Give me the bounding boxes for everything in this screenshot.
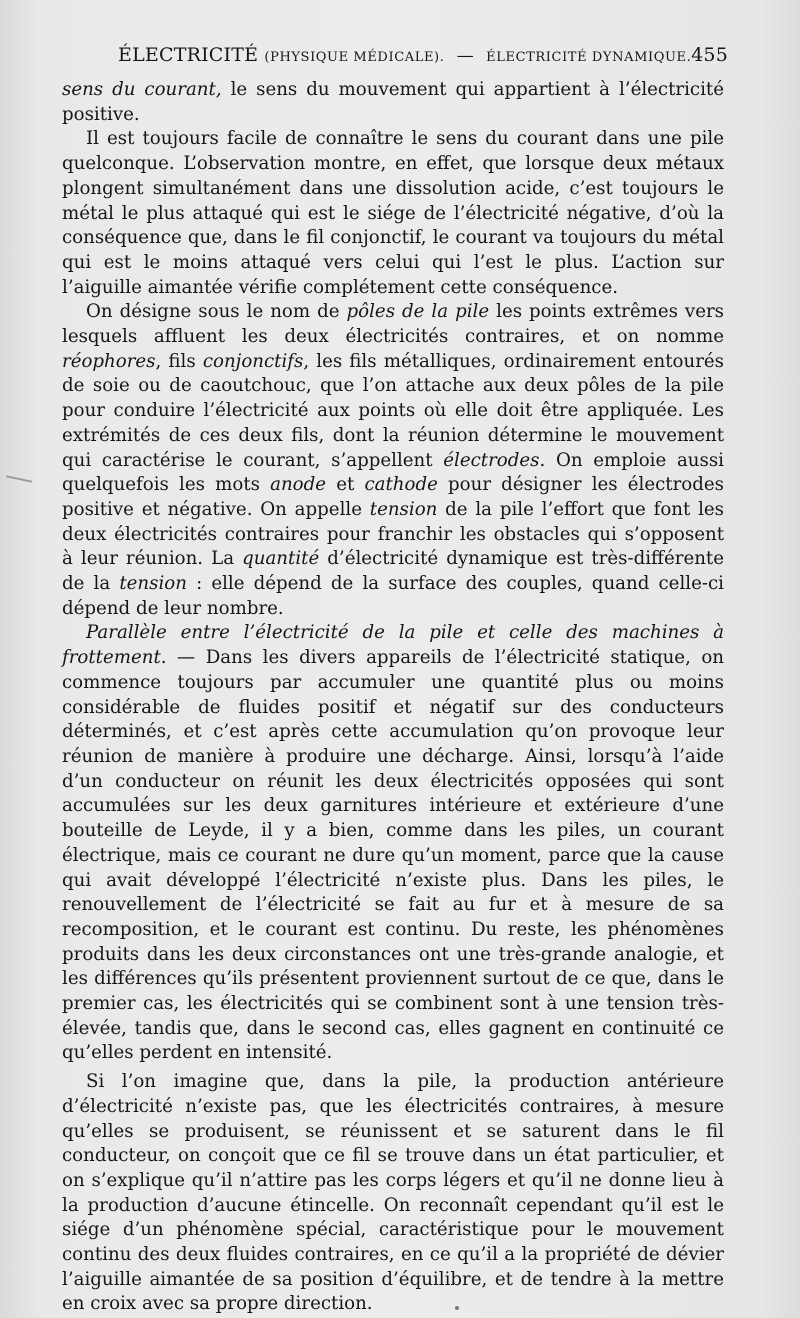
body-text (62, 78, 724, 1317)
page-number: 455 (691, 44, 728, 66)
italic-text-run: cathode (364, 474, 438, 496)
ink-dot (455, 1306, 459, 1310)
header-section: ÉLECTRICITÉ DYNAMIQUE. (486, 50, 692, 65)
italic-text-run: tension (119, 573, 187, 595)
italic-text-run: tension (369, 498, 438, 520)
paragraph (62, 127, 724, 300)
text-run: de la pile l’effort que font les deux électricités contraires pour franchir les obstacles qui s’opposent à leur réunion. La (62, 498, 724, 570)
text-run: Si l’on imagine que, dans la pile, la production antérieure d’électricité n’existe pas, que les électricités contraires, à mesure qu’elles se produisent, se réunissent et se saturent dans le fil conducteur, on conçoit que ce fil se trouve dans un état particulier, et on s’explique qu’il n’attire pas les corps légers et qu’il ne donne lieu à la production d’aucune étincelle. On reconnaît cependant qu’il est le siége d’un phénomène spécial, caractéristique pour le mouvement continu des deux fluides contraires, en ce qu’il a la propriété de dévier l’aiguille aimantée de sa position d’équilibre, et de tendre à la mettre en croix avec sa propre direction. (62, 1071, 724, 1315)
italic-text-run: réophores (62, 350, 156, 372)
text-run: Il est toujours facile de connaître le sens du courant dans une pile quelconque. L’observation montre, en effet, que lorsque deux métaux plongent simultanément dans une dissolution acide, c’est toujours le métal le plus attaqué qui est le siége de l’électricité négative, d’où la conséquence que, dans le fil conjonctif, le courant va toujours du métal qui est le moins attaqué vers celui qui l’est le plus. L’action sur l’aiguille aimantée vérifie complétement cette conséquence. (62, 128, 724, 298)
header-title: ÉLECTRICITÉ (118, 44, 259, 66)
text-run: . On emploie aussi quelquefois les mots (62, 449, 724, 496)
italic-text-run: électrodes (443, 449, 540, 471)
italic-text-run: quantité (242, 548, 320, 570)
running-header (118, 44, 728, 66)
text-run: d’électricité dynamique est très-différente de la (62, 548, 724, 595)
paragraph (62, 300, 724, 621)
text-run: : elle dépend de la surface des couples, quand celle-ci dépend de leur nombre. (62, 573, 724, 619)
italic-text-run: anode (270, 474, 327, 496)
paragraph (62, 621, 724, 1066)
italic-text-run: Parallèle entre l’électricité de la pile et celle des machines à frottement. (62, 622, 724, 669)
header-subtitle: (PHYSIQUE MÉDICALE). (264, 50, 445, 65)
italic-text-run: sens du courant, (62, 79, 222, 100)
text-run: et (326, 474, 365, 496)
text-run: pour désigner les électrodes positive et négative. On appelle (62, 474, 724, 520)
header-dash: — (456, 46, 474, 66)
paragraph (62, 78, 724, 127)
text-run: , fils (155, 350, 203, 372)
margin-mark (6, 475, 32, 482)
text-run: le sens du mouvement qui appartient à l’électricité positive. (62, 79, 724, 125)
text-run: , les fils métalliques, ordinairement entourés de soie ou de caoutchouc, que l’on attache aux deux pôles de la pile pour conduire l’électricité aux points où elle doit être appliquée. Les extrémités de ces deux fils, dont la réunion détermine le mouvement qui caractérise le courant, s’appellent (62, 350, 724, 471)
paragraph (62, 1070, 724, 1317)
italic-text-run: pôles de la pile (346, 301, 490, 323)
italic-text-run: conjonctifs (202, 350, 304, 372)
text-run: — Dans les divers appareils de l’électricité statique, on commence toujours par accumuler une quantité plus ou moins considérable de fluides positif et négatif sur des conducteurs déterminés, et c’est après cette accumulation qu’on provoque leur réunion de manière à produire une décharge. Ainsi, lorsqu’à l’aide d’un conducteur on réunit les deux électricités opposées qui sont accumulées sur les deux garnitures intérieure et extérieure d’une bouteille de Leyde, il y a bien, comme dans les piles, un courant électrique, mais ce courant ne dure qu’un moment, parce que la cause qui avait développé l’électricité n’existe plus. Dans les piles, le renouvellement de l’électricité se fait au fur et à mesure de sa recomposition, et le courant est continu. Du reste, les phénomènes produits dans les deux circonstances ont une très-grande analogie, et les différences qu’ils présentent proviennent surtout de ce que, dans le premier cas, les électricités qui se combinent sont à une tension très-élevée, tandis que, dans le second cas, elles gagnent en continuité ce qu’elles perdent en intensité. (62, 647, 724, 1064)
text-run: On désigne sous le nom de (86, 301, 347, 323)
text-run: les points extrêmes vers lesquels affluent les deux électricités contraires, et on nomme (62, 301, 724, 348)
